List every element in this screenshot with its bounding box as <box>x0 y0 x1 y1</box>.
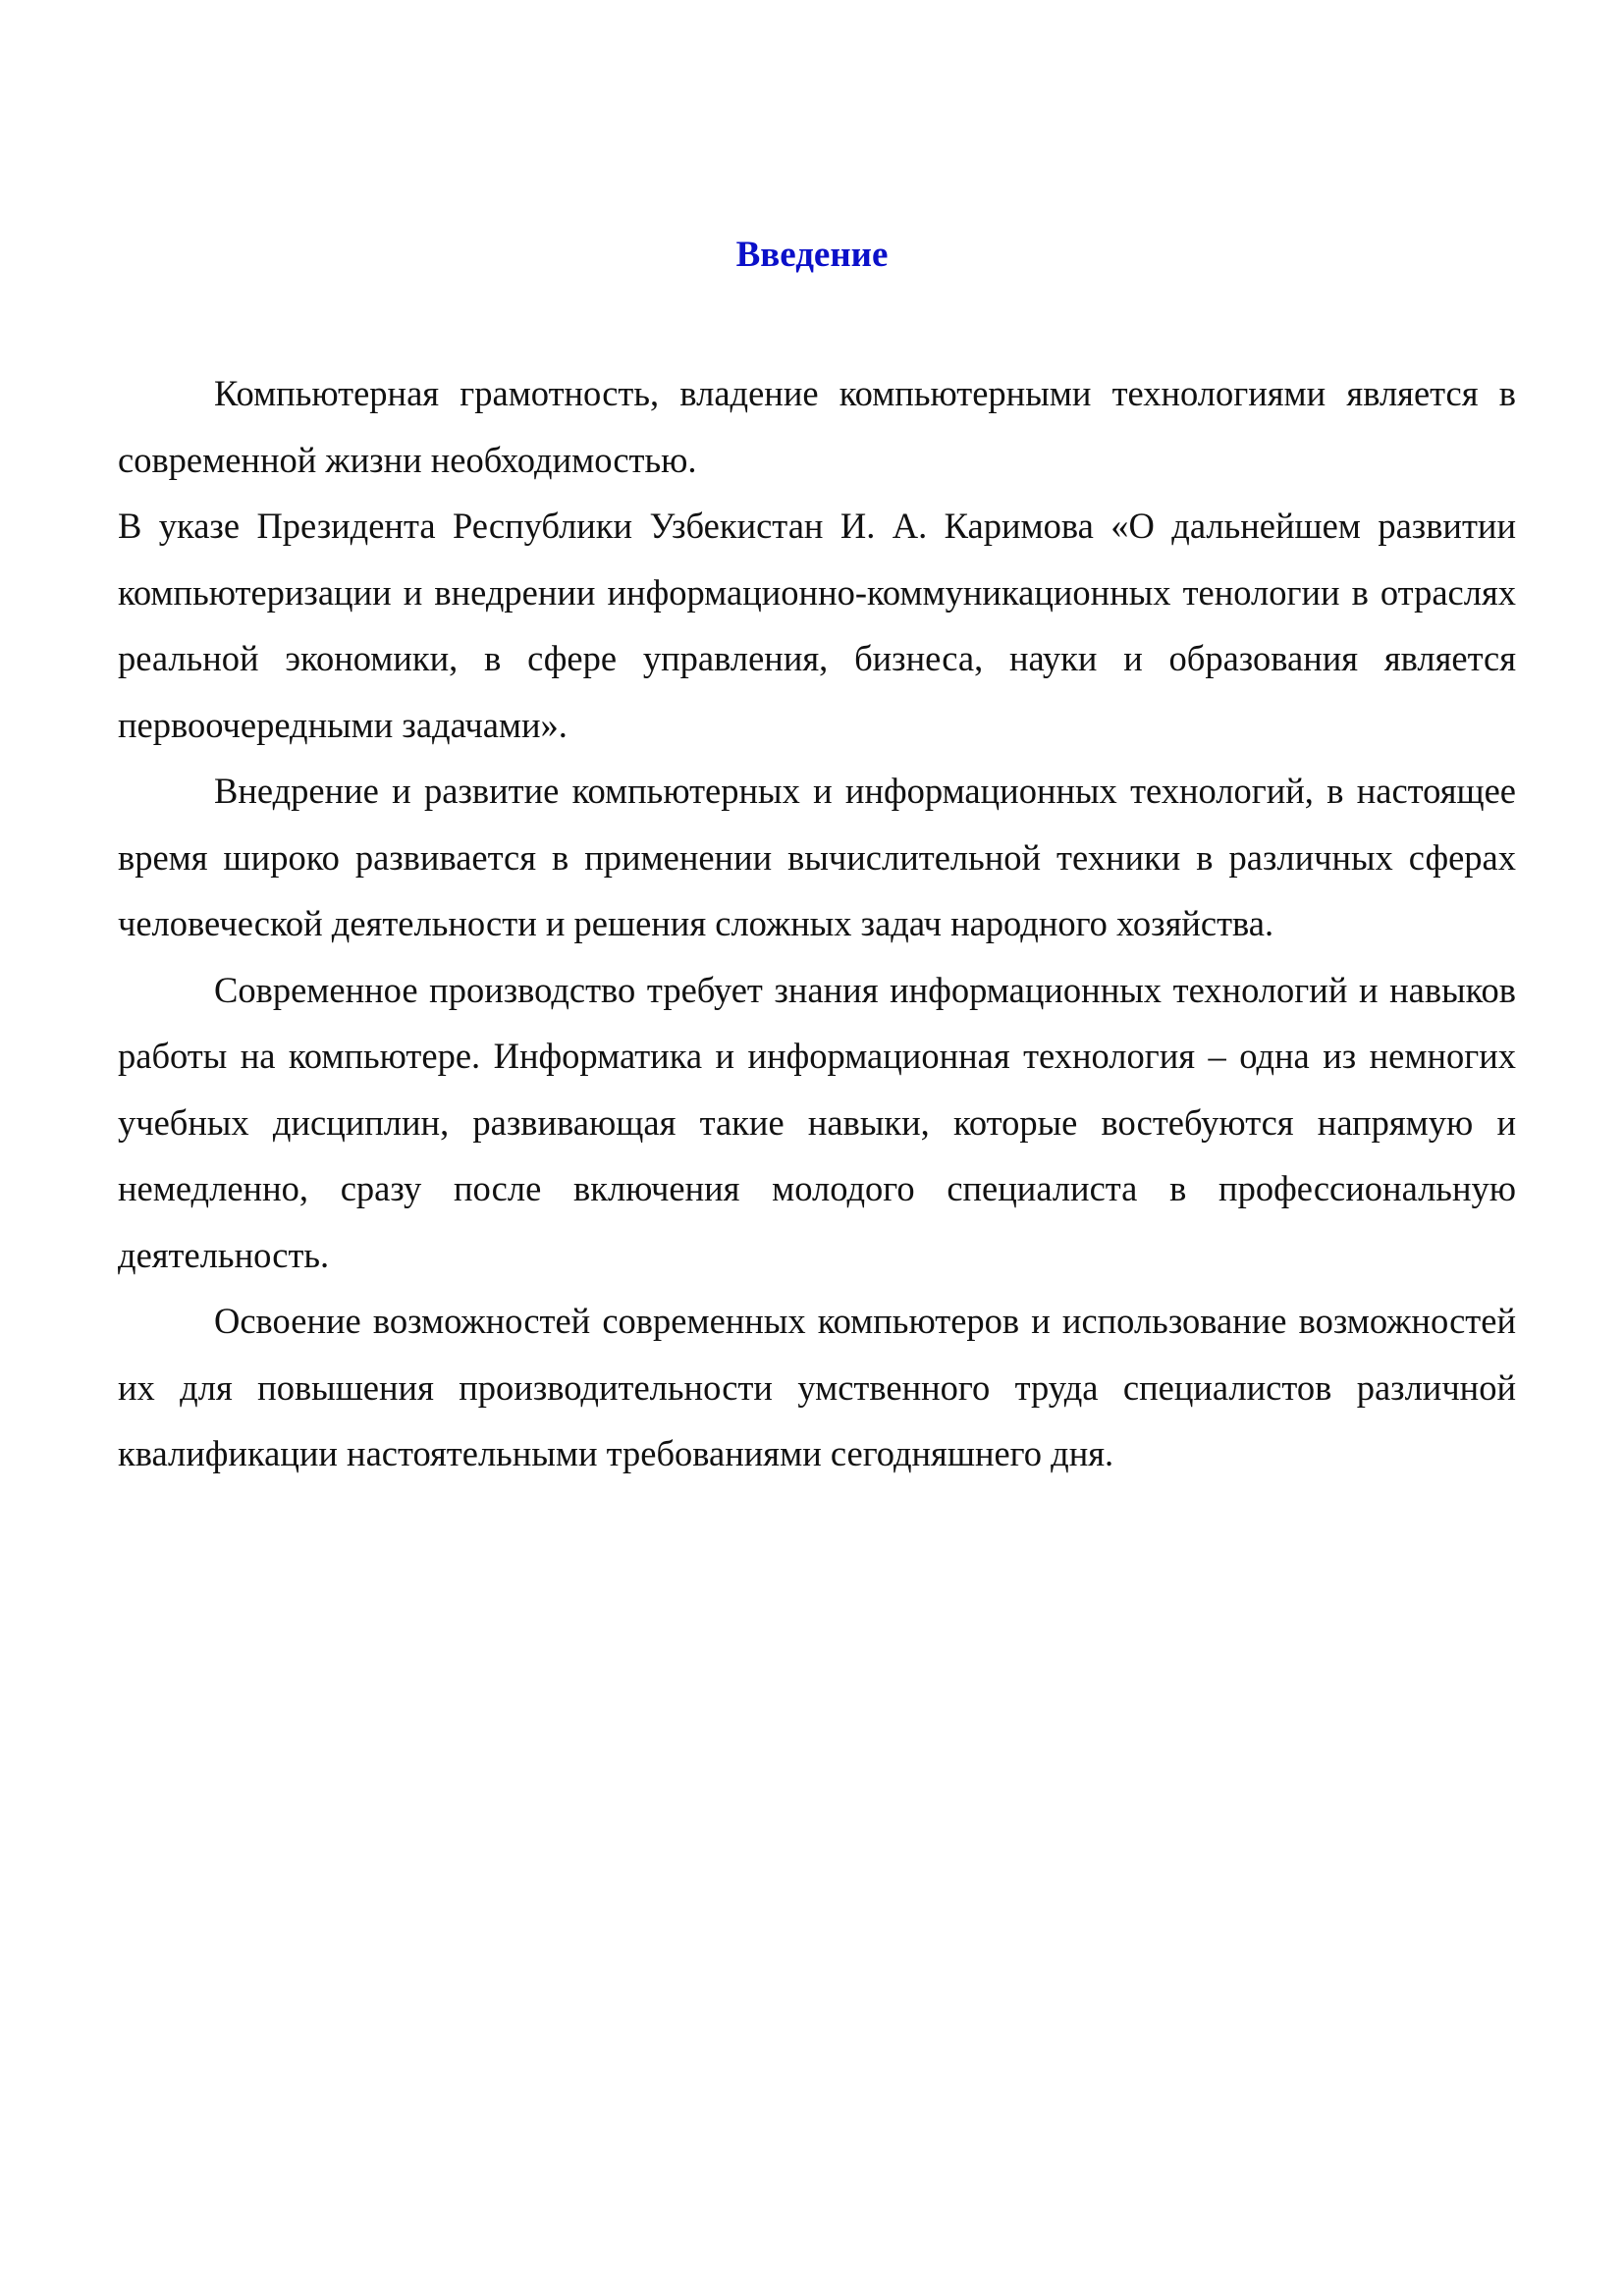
paragraph-technology-development: Внедрение и развитие компьютерных и информационных технологий, в настоящее время широко развивается в применении вычислительной техники в различных сферах человеческой деятельности и решения сложных задач народного хозяйства. <box>118 771 1516 943</box>
paragraph-modern-production: Современное производство требует знания информационных технологий и навыков работы на компьютере. Информатика и информационная технология – одна из немногих учебных дисциплин, развивающая такие навыки, которые востебуются напрямую и немедленно, сразу после включения молодого специалиста в профессиональную деятельность. <box>118 969 1516 1275</box>
paragraph-computer-literacy: Компьютерная грамотность, владение компьютерными технологиями является в современной жизни необходимостью. <box>118 373 1516 480</box>
page-title: Введение <box>735 235 889 275</box>
document-body <box>118 360 1516 1487</box>
paragraph-computer-mastery: Освоение возможностей современных компьютеров и использование возможностей их для повышения производительности умственного труда специалистов различной квалификации настоятельными требованиями сегодняшнего дня. <box>118 1301 1516 1473</box>
paragraph-presidential-decree: В указе Президента Республики Узбекистан И. А. Каримова «О дальнейшем развитии компьютеризации и внедрении информационно-коммуникационных тенологии в отраслях реальной экономики, в сфере управления, бизнеса, науки и образования является первоочередными задачами». <box>118 506 1516 745</box>
